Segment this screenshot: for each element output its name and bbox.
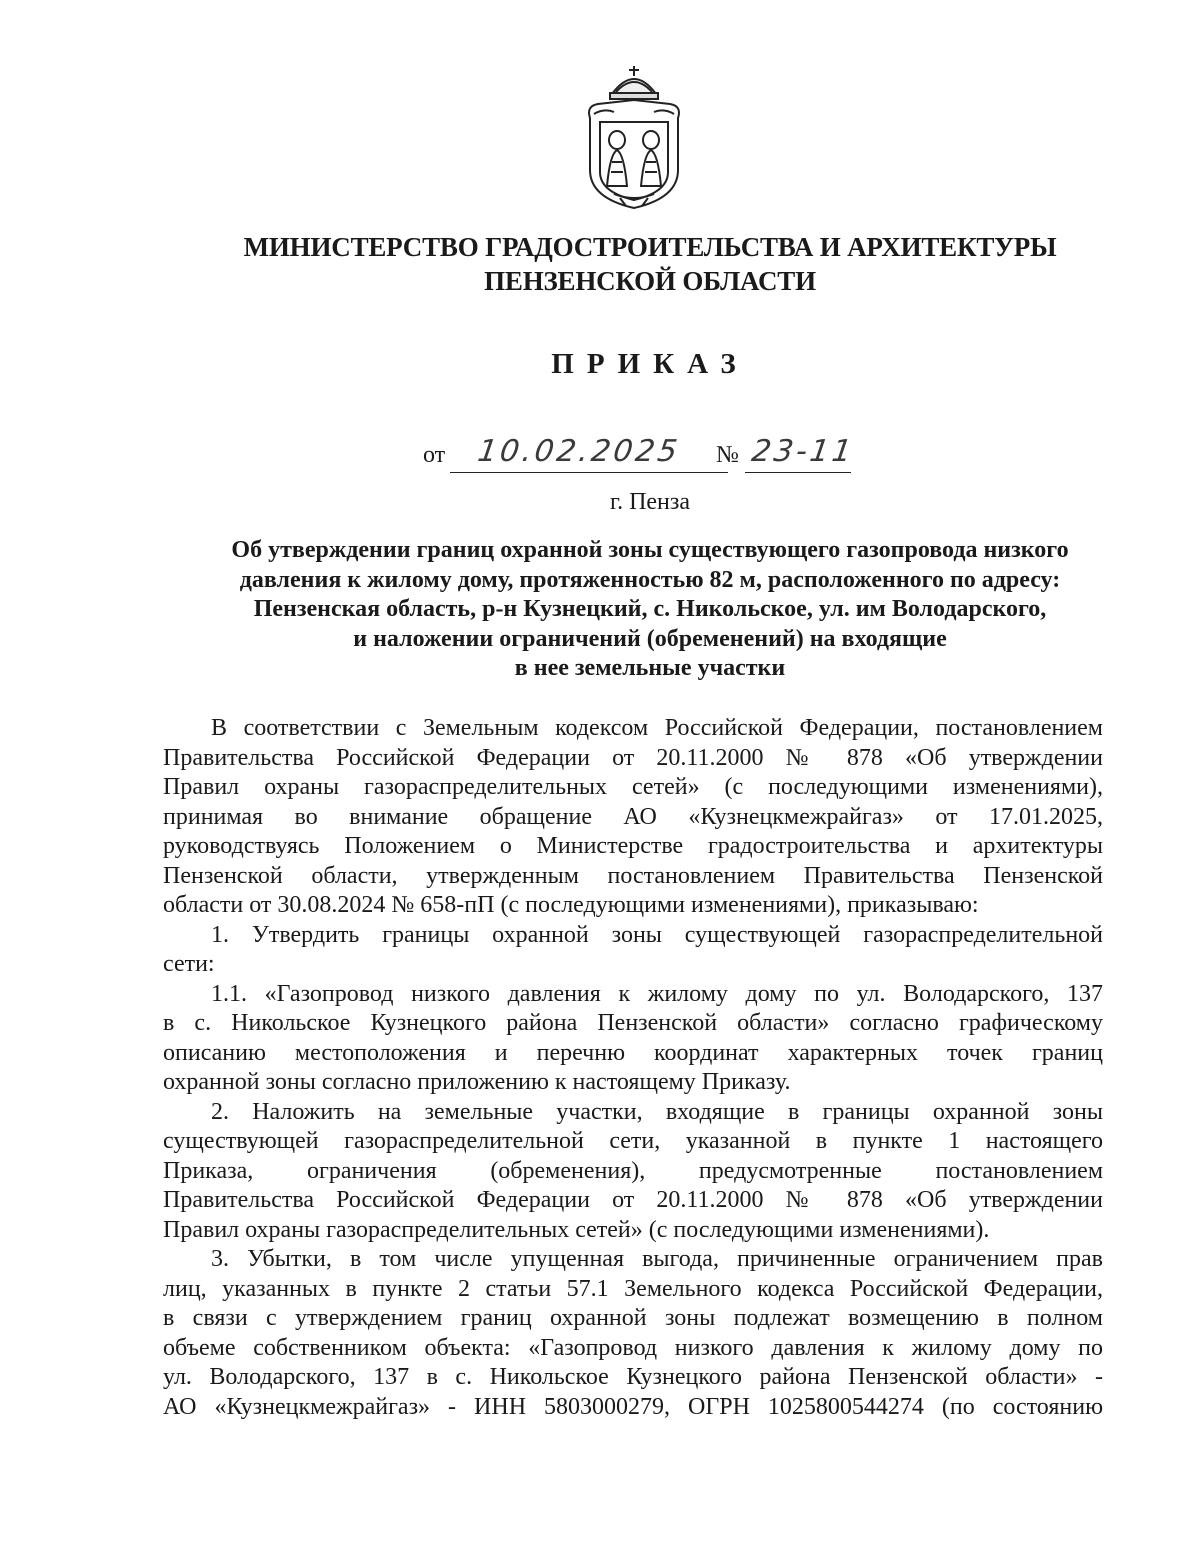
- body-line: 2. Наложить на земельные участки, входящие в границы охранной зоны: [211, 1098, 1103, 1125]
- body-line: области от 30.08.2024 № 658-пП (с последующими изменениями), приказываю:: [163, 892, 979, 918]
- document-type-heading: ПРИКАЗ: [551, 348, 749, 380]
- order-subject: [150, 536, 1150, 684]
- date-value: 10.02.2025: [475, 434, 683, 469]
- city-line: г. Пенза: [609, 489, 691, 515]
- body-line: руководствуясь Положением о Министерстве градостроительства и архитектуры: [163, 833, 1103, 859]
- subject-line: давления к жилому дому, протяженностью 82 м, расположенного по адресу:: [239, 566, 1061, 593]
- number-prefix: №: [716, 442, 739, 468]
- body-line: охранной зоны согласно приложению к настоящему Приказу.: [163, 1069, 791, 1095]
- body-line: Пензенской области, утвержденным постановлением Правительства Пензенской: [163, 862, 1103, 889]
- number-value: 23-11: [749, 434, 857, 469]
- body-line: существующей газораспределительной сети, указанной в пункте 1 настоящего: [163, 1128, 1103, 1154]
- subject-line: в нее земельные участки: [514, 655, 786, 681]
- subject-line: Об утверждении границ охранной зоны существующего газопровода низкого: [231, 537, 1069, 563]
- date-prefix: от: [423, 442, 446, 468]
- body-line: Правительства Российской Федерации от 20.11.2000 № 878 «Об утверждении: [163, 744, 1103, 771]
- ministry-title-line2: ПЕНЗЕНСКОЙ ОБЛАСТИ: [484, 266, 816, 296]
- body-line: описанию местоположения и перечню координат характерных точек границ: [163, 1039, 1103, 1066]
- body-line: ул. Володарского, 137 в с. Никольское Кузнецкого района Пензенской области» -: [163, 1364, 1103, 1390]
- body-line: лиц, указанных в пункте 2 статьи 57.1 Земельного кодекса Российской Федерации,: [163, 1275, 1103, 1302]
- date-underline: [450, 471, 728, 473]
- order-body: [163, 714, 1103, 1422]
- body-line: сети:: [163, 951, 215, 977]
- body-line: объеме собственником объекта: «Газопровод низкого давления к жилому дому по: [163, 1334, 1103, 1361]
- body-line: 1. Утвердить границы охранной зоны существующей газораспределительной: [211, 921, 1103, 948]
- body-line: в с. Никольское Кузнецкого района Пензенской области» согласно графическому: [163, 1010, 1103, 1036]
- number-underline: [745, 471, 851, 473]
- subject-line: Пензенская область, р-н Кузнецкий, с. Никольское, ул. им Володарского,: [253, 596, 1047, 622]
- ministry-title-line1: МИНИСТЕРСТВО ГРАДОСТРОИТЕЛЬСТВА И АРХИТЕКТУРЫ: [243, 232, 1057, 262]
- body-line: Правил охраны газораспределительных сетей» (с последующими изменениями),: [163, 774, 1103, 800]
- body-line: Правил охраны газораспределительных сетей» (с последующими изменениями).: [163, 1216, 990, 1243]
- subject-line: и наложении ограничений (обременений) на входящие: [353, 625, 947, 652]
- coat-of-arms-icon: [574, 62, 694, 212]
- body-line: Правительства Российской Федерации от 20.11.2000 № 878 «Об утверждении: [163, 1187, 1103, 1213]
- body-line: принимая во внимание обращение АО «Кузнецкмежрайгаз» от 17.01.2025,: [163, 803, 1103, 830]
- body-line: 1.1. «Газопровод низкого давления к жилому дому по ул. Володарского, 137: [211, 980, 1103, 1007]
- body-line: АО «Кузнецкмежрайгаз» - ИНН 5803000279, ОГРН 1025800544274 (по состоянию: [163, 1393, 1103, 1420]
- body-line: в связи с утверждением границ охранной зоны подлежат возмещению в полном: [163, 1305, 1103, 1331]
- body-line: 3. Убытки, в том числе упущенная выгода, причиненные ограничением прав: [211, 1246, 1103, 1272]
- body-line: Приказа, ограничения (обременения), предусмотренные постановлением: [163, 1157, 1103, 1184]
- body-line: В соответствии с Земельным кодексом Российской Федерации, постановлением: [211, 715, 1103, 741]
